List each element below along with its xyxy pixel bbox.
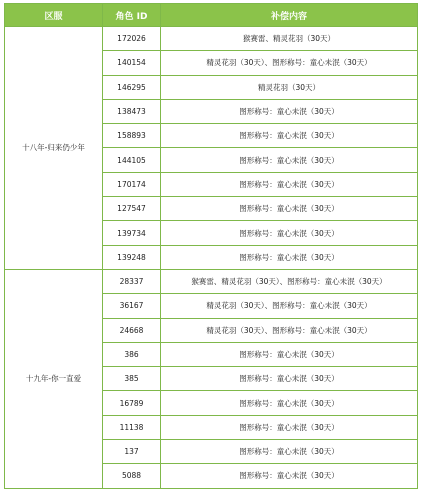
header-content: 补偿内容 bbox=[161, 4, 418, 27]
compensation-content-cell: 图形称号：童心未泯（30天） bbox=[161, 99, 418, 123]
role-id-cell: 140154 bbox=[103, 51, 161, 75]
role-id-cell: 137 bbox=[103, 440, 161, 464]
compensation-content-cell: 图形称号：童心未泯（30天） bbox=[161, 391, 418, 415]
role-id-cell: 158893 bbox=[103, 124, 161, 148]
server-name-cell: 十九年-你一直爱 bbox=[5, 269, 103, 488]
role-id-cell: 385 bbox=[103, 367, 161, 391]
table-row bbox=[5, 269, 418, 293]
compensation-content-cell: 图形称号：童心未泯（30天） bbox=[161, 440, 418, 464]
compensation-content-cell: 图形称号：童心未泯（30天） bbox=[161, 367, 418, 391]
compensation-content-cell: 猴赛雷、精灵花羽（30天） bbox=[161, 27, 418, 51]
role-id-cell: 24668 bbox=[103, 318, 161, 342]
role-id-cell: 28337 bbox=[103, 269, 161, 293]
server-name-cell: 十八年-归来仍少年 bbox=[5, 27, 103, 270]
compensation-content-cell: 图形称号：童心未泯（30天） bbox=[161, 464, 418, 488]
compensation-content-cell: 精灵花羽（30天）、图形称号：童心未泯（30天） bbox=[161, 51, 418, 75]
role-id-cell: 5088 bbox=[103, 464, 161, 488]
role-id-cell: 16789 bbox=[103, 391, 161, 415]
header-row bbox=[5, 4, 418, 27]
compensation-content-cell: 图形称号：童心未泯（30天） bbox=[161, 148, 418, 172]
role-id-cell: 146295 bbox=[103, 75, 161, 99]
compensation-content-cell: 图形称号：童心未泯（30天） bbox=[161, 245, 418, 269]
compensation-table bbox=[4, 3, 418, 489]
compensation-content-cell: 图形称号：童心未泯（30天） bbox=[161, 415, 418, 439]
compensation-content-cell: 图形称号：童心未泯（30天） bbox=[161, 221, 418, 245]
role-id-cell: 139734 bbox=[103, 221, 161, 245]
compensation-content-cell: 精灵花羽（30天）、图形称号：童心未泯（30天） bbox=[161, 294, 418, 318]
header-server: 区服 bbox=[5, 4, 103, 27]
role-id-cell: 144105 bbox=[103, 148, 161, 172]
role-id-cell: 139248 bbox=[103, 245, 161, 269]
compensation-content-cell: 图形称号：童心未泯（30天） bbox=[161, 124, 418, 148]
compensation-content-cell: 精灵花羽（30天） bbox=[161, 75, 418, 99]
role-id-cell: 127547 bbox=[103, 197, 161, 221]
role-id-cell: 170174 bbox=[103, 172, 161, 196]
compensation-content-cell: 猴赛雷、精灵花羽（30天）、图形称号：童心未泯（30天） bbox=[161, 269, 418, 293]
header-role-id: 角色 ID bbox=[103, 4, 161, 27]
compensation-content-cell: 图形称号：童心未泯（30天） bbox=[161, 197, 418, 221]
role-id-cell: 36167 bbox=[103, 294, 161, 318]
compensation-content-cell: 图形称号：童心未泯（30天） bbox=[161, 172, 418, 196]
compensation-content-cell: 精灵花羽（30天）、图形称号：童心未泯（30天） bbox=[161, 318, 418, 342]
compensation-content-cell: 图形称号：童心未泯（30天） bbox=[161, 342, 418, 366]
role-id-cell: 11138 bbox=[103, 415, 161, 439]
table-body bbox=[5, 27, 418, 489]
role-id-cell: 138473 bbox=[103, 99, 161, 123]
role-id-cell: 386 bbox=[103, 342, 161, 366]
table-row bbox=[5, 27, 418, 51]
role-id-cell: 172026 bbox=[103, 27, 161, 51]
